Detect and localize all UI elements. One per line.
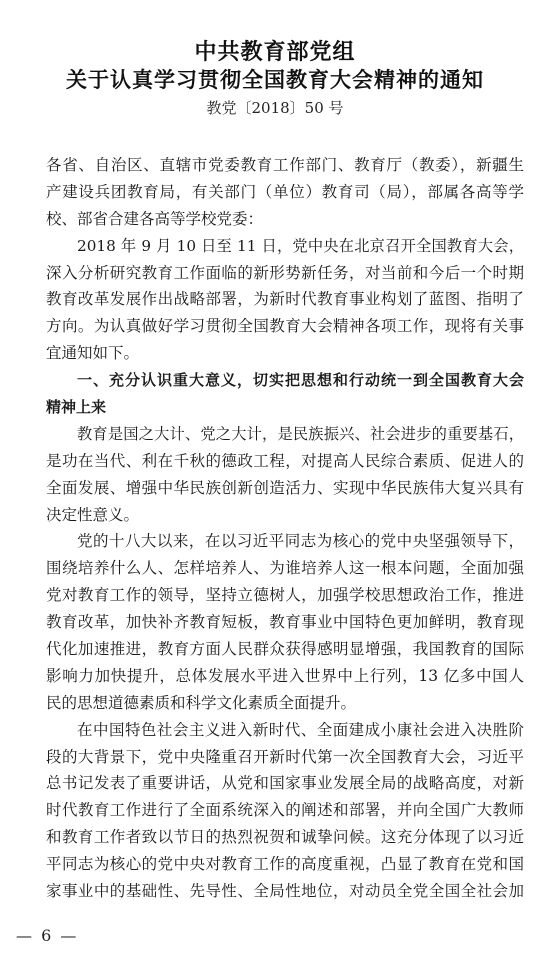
body-text-line: 党的十八大以来，在以习近平同志为核心的党中央坚强领导下， — [77, 532, 524, 551]
body-text-line: 全面发展、增强中华民族创新创造活力、实现中华民族伟大复兴具有 — [46, 478, 524, 497]
section-heading-line: 精神上来 — [46, 398, 107, 417]
body-text-line: 时代教育工作进行了全面系统深入的阐述和部署，并向全国广大教师 — [46, 801, 524, 820]
body-text-line: 总书记发表了重要讲话，从党和国家事业发展全局的战略高度，对新 — [46, 774, 524, 793]
body-text-line: 代化加速推进，教育方面人民群众获得感明显增强，我国教育的国际 — [46, 640, 524, 659]
body-text-line: 决定性意义。 — [46, 505, 140, 524]
body-text-line: 和教育工作者致以节日的热烈祝贺和诚挚问候。这充分体现了以习近 — [46, 828, 524, 847]
body-text-line: 民的思想道德素质和科学文化素质全面提升。 — [46, 693, 357, 712]
body-text-line: 是功在当代、利在千秋的德政工程，对提高人民综合素质、促进人的 — [46, 451, 524, 470]
title-line-2: 关于认真学习贯彻全国教育大会精神的通知 — [66, 68, 484, 92]
body-text-line: 宜通知如下。 — [46, 344, 140, 363]
body-text-line: 党对教育工作的领导，坚持立德树人，加强学校思想政治工作，推进 — [46, 586, 524, 605]
body-text-line: 家事业中的基础性、先导性、全局性地位，对动员全党全国全社会加 — [46, 882, 524, 901]
body-text-line: 围绕培养什么人、怎样培养人、为谁培养人这一根本问题，全面加强 — [46, 559, 524, 578]
document-body — [46, 152, 524, 905]
title-line-1: 中共教育部党组 — [194, 40, 356, 65]
document-number: 教党〔2018〕50 号 — [206, 99, 344, 117]
body-text-line: 各省、自治区、直辖市党委教育工作部门、教育厅（教委），新疆生 — [46, 156, 524, 174]
body-text-line: 方向。为认真做好学习贯彻全国教育大会精神各项工作，现将有关事 — [46, 317, 524, 336]
page-number: — 6 — — [16, 926, 79, 945]
body-text-line: 影响力加快提升，总体发展水平进入世界中上行列，13 亿多中国人 — [46, 666, 524, 685]
body-text-line: 教育是国之大计、党之大计，是民族振兴、社会进步的重要基石， — [77, 424, 524, 443]
body-text-line: 产建设兵团教育局，有关部门（单位）教育司（局），部属各高等学 — [46, 182, 524, 201]
body-text-line: 校、部省合建各高等学校党委： — [46, 209, 264, 228]
body-text-line: 平同志为核心的党中央对教育工作的高度重视，凸显了教育在党和国 — [46, 855, 524, 874]
body-text-line: 教育改革发展作出战略部署，为新时代教育事业构划了蓝图、指明了 — [46, 290, 524, 309]
section-heading-line: 一、充分认识重大意义，切实把思想和行动统一到全国教育大会 — [77, 371, 524, 390]
body-text-line: 在中国特色社会主义进入新时代、全面建成小康社会进入决胜阶 — [77, 720, 524, 739]
body-text-line: 2018 年 9 月 10 日至 11 日，党中央在北京召开全国教育大会， — [77, 236, 524, 255]
body-text-line: 深入分析研究教育工作面临的新形势新任务，对当前和今后一个时期 — [46, 263, 524, 282]
body-text-line: 段的大背景下，党中央隆重召开新时代第一次全国教育大会，习近平 — [46, 747, 524, 766]
body-text-line: 教育改革，加快补齐教育短板，教育事业中国特色更加鲜明，教育现 — [46, 613, 524, 632]
